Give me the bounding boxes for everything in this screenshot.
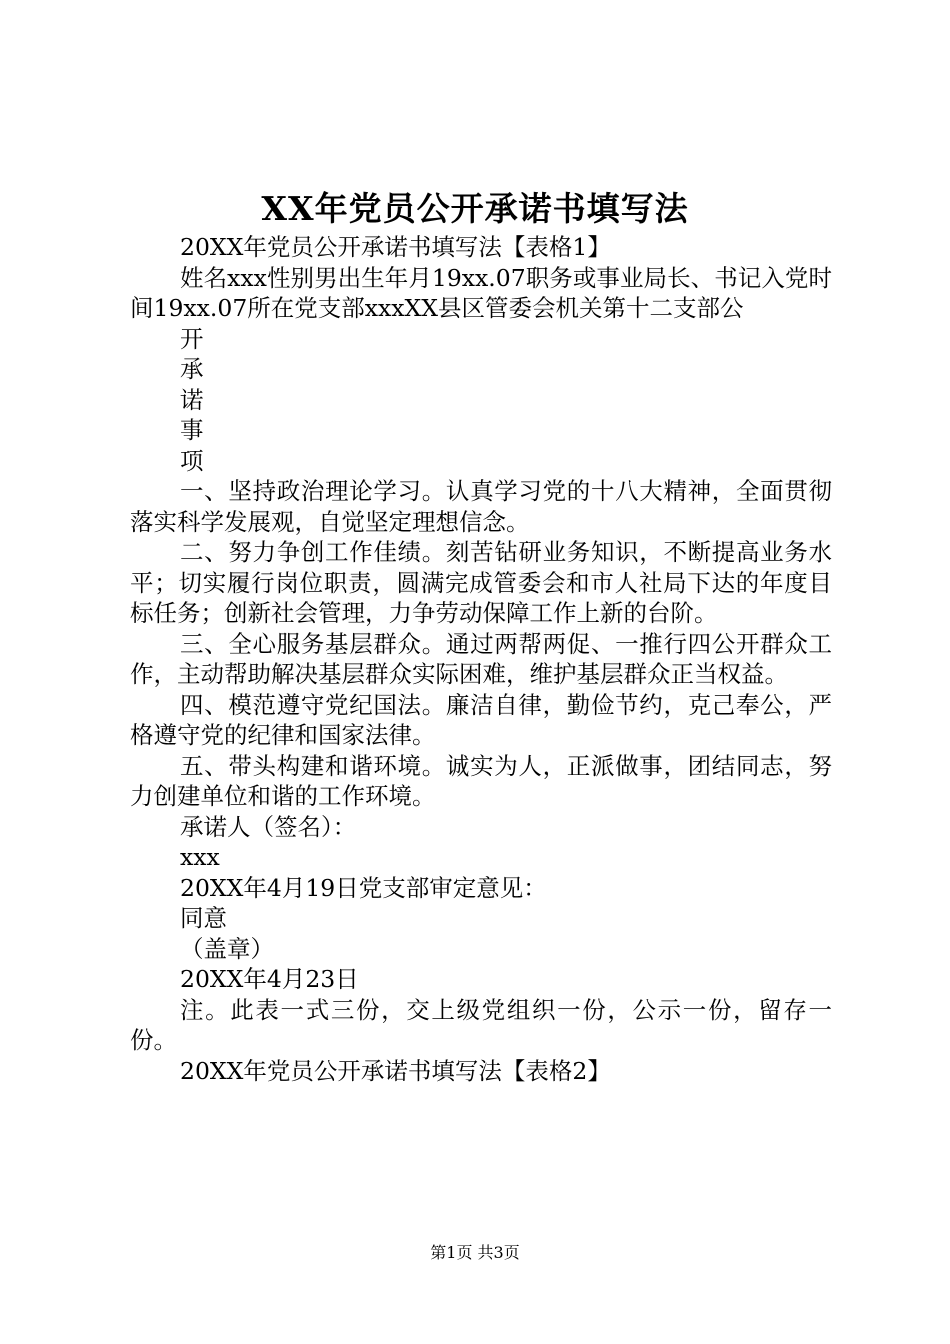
table2-heading: 20XX年党员公开承诺书填写法【表格2】 (180, 1056, 611, 1085)
vertical-char: 项 (180, 446, 204, 475)
commitment-item-3: 三、全心服务基层群众。通过两帮两促、一推行四公开群众工作，主动帮助解决基层群众实际困难，维护基层群众正当权益。 (130, 629, 832, 688)
commitment-item-2: 二、努力争创工作佳绩。刻苦钻研业务知识，不断提高业务水平；切实履行岗位职责，圆满完成管委会和市人社局下达的年度目标任务；创新社会管理，力争劳动保障工作上新的台阶。 (130, 538, 832, 627)
vertical-char: 诺 (180, 385, 204, 414)
date-and-review: 20XX年4月19日党支部审定意见： (180, 873, 547, 902)
commitment-item-5: 五、带头构建和谐环境。诚实为人，正派做事，团结同志，努力创建单位和谐的工作环境。 (130, 751, 832, 810)
review-date: 20XX年4月23日 (180, 965, 359, 993)
signer-label: 承诺人（签名）： (180, 812, 357, 841)
table1-heading: 20XX年党员公开承诺书填写法【表格1】 (180, 233, 611, 261)
personal-info-paragraph: 姓名xxx性别男出生年月19xx.07职务或事业局长、书记入党时间19xx.07所在党支部xxxXX县区管委会机关第十二支部公 (130, 263, 832, 322)
vertical-char: 承 (180, 355, 204, 383)
vertical-char: 事 (180, 416, 204, 444)
seal-note: （盖章） (180, 934, 274, 963)
vertical-char: 开 (180, 324, 204, 353)
signer-name: xxx (180, 843, 220, 871)
document-body (130, 232, 832, 1086)
page-footer: 第1页 共3页 (430, 1243, 520, 1262)
commitment-item-1: 一、坚持政治理论学习。认真学习党的十八大精神，全面贯彻落实科学发展观，自觉坚定理想信念。 (130, 477, 832, 536)
copies-note: 注。此表一式三份，交上级党组织一份，公示一份，留存一份。 (130, 995, 832, 1054)
commitment-item-4: 四、模范遵守党纪国法。廉洁自律，勤俭节约，克己奉公，严格遵守党的纪律和国家法律。 (130, 690, 832, 749)
review-opinion: 同意 (180, 904, 227, 932)
document-title: XX年党员公开承诺书填写法 (261, 189, 689, 228)
